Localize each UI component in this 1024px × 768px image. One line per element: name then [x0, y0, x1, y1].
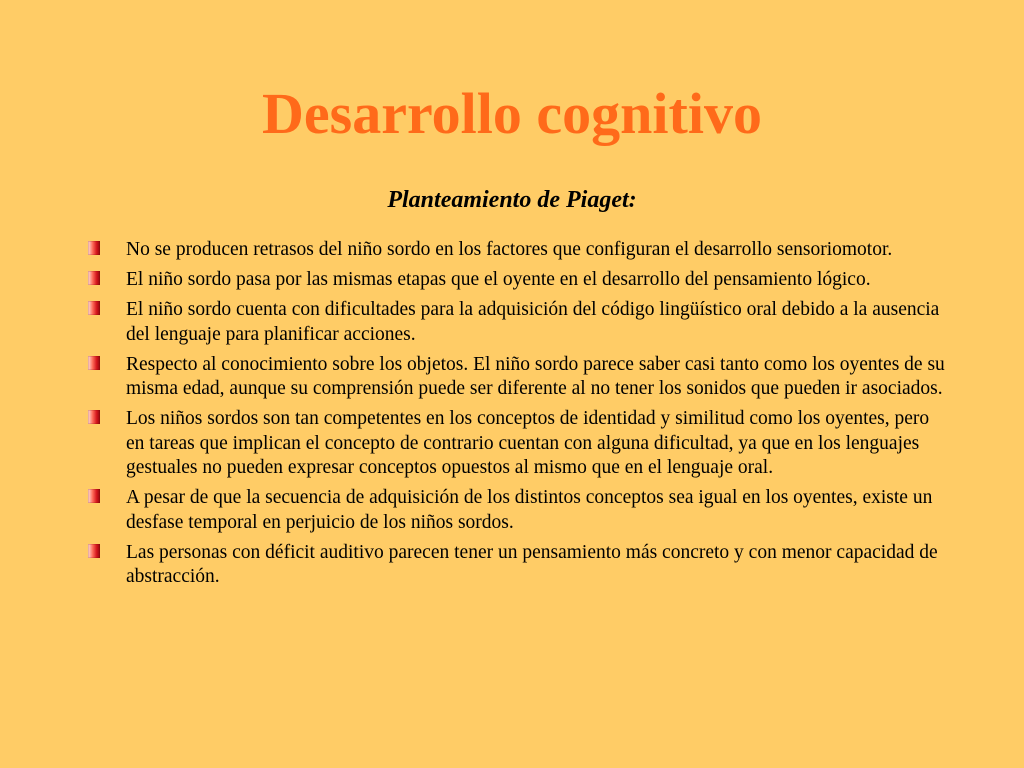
bullet-icon — [88, 544, 100, 558]
bullet-item — [86, 486, 946, 535]
bullet-text: Respecto al conocimiento sobre los objetos. El niño sordo parece saber casi tanto como los oyentes de su misma edad, aunque su comprensión puede ser diferente al no tener los sonidos que pueden ir asociados. — [126, 353, 945, 400]
bullet-icon — [88, 241, 100, 255]
bullet-text: A pesar de que la secuencia de adquisición de los distintos conceptos sea igual en los oyentes, existe un desfase temporal en perjuicio de los niños sordos. — [126, 487, 933, 533]
bullet-icon — [88, 489, 100, 503]
bullet-text: El niño sordo pasa por las mismas etapas que el oyente en el desarrollo del pensamiento lógico. — [126, 268, 871, 290]
bullet-item — [86, 541, 946, 590]
bullet-item — [86, 353, 946, 402]
bullet-text: El niño sordo cuenta con dificultades para la adquisición del código lingüístico oral debido a la ausencia del lenguaje para planificar acciones. — [126, 298, 940, 345]
bullet-icon — [88, 410, 100, 424]
bullet-item — [86, 268, 946, 293]
bullet-text: Los niños sordos son tan competentes en los conceptos de identidad y similitud como los oyentes, pero en tareas que implican el concepto de contrario cuentan con alguna dificultad, ya que en los lenguajes gestuales no pueden expresar conceptos opuestos al mismo que en el lenguaje oral. — [126, 408, 930, 479]
bullet-item — [86, 238, 946, 263]
bullet-text: No se producen retrasos del niño sordo en los factores que configuran el desarrollo sensoriomotor. — [126, 239, 893, 260]
slide-subtitle: Planteamiento de Piaget: — [387, 187, 637, 213]
bullet-item — [86, 298, 946, 347]
slide-title: Desarrollo cognitivo — [262, 81, 762, 146]
bullet-icon — [88, 301, 100, 315]
bullet-item — [86, 407, 946, 481]
bullet-icon — [88, 271, 100, 285]
bullet-icon — [88, 356, 100, 370]
bullet-text: Las personas con déficit auditivo parecen tener un pensamiento más concreto y con menor capacidad de abstracción. — [126, 541, 938, 588]
bullet-list — [86, 238, 946, 595]
